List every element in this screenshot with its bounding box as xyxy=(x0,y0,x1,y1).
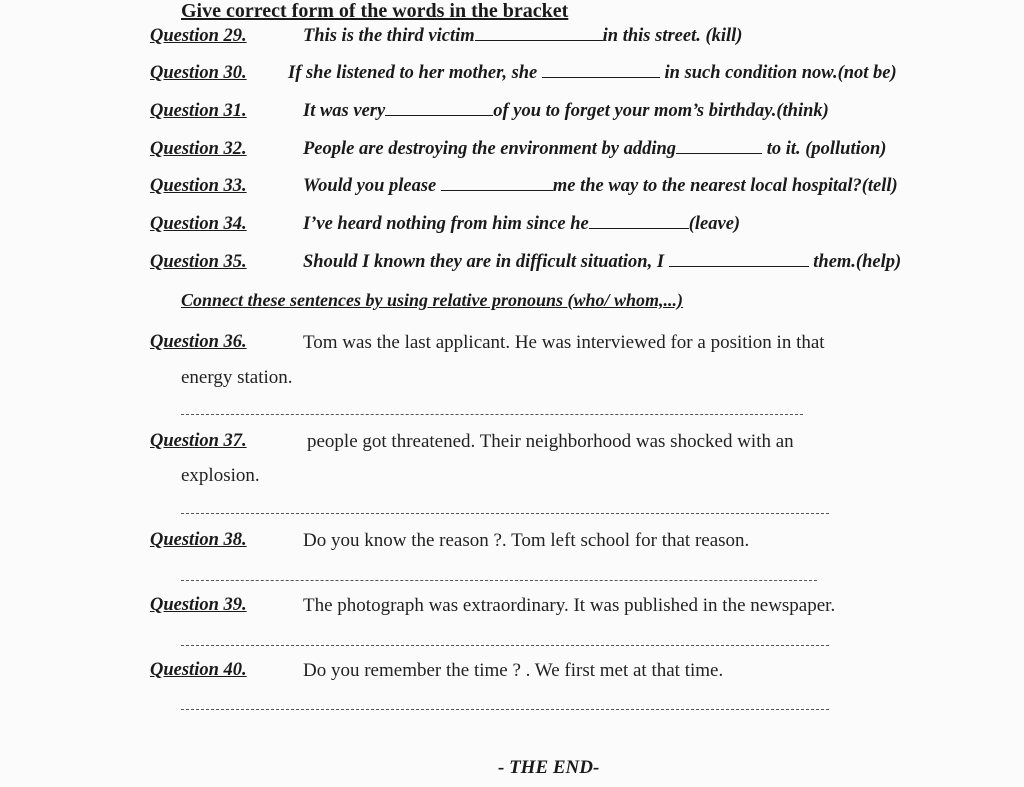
question-37-line-1: people got threatened. Their neighborhood was shocked with an xyxy=(307,431,794,452)
question-38 xyxy=(150,530,247,551)
question-label: Question 30. xyxy=(150,63,247,83)
question-35 xyxy=(150,252,247,273)
question-text-before: This is the third victim xyxy=(303,26,475,46)
question-30 xyxy=(150,63,247,84)
section-2-title: Connect these sentences by using relative pronouns (who/ whom,...) xyxy=(181,290,684,310)
question-33-text xyxy=(303,176,898,197)
question-text-after: me the way to the nearest local hospital?(tell) xyxy=(552,176,898,196)
question-38-line-1: Do you know the reason ?. Tom left school for that reason. xyxy=(303,530,750,551)
question-40-line-1: Do you remember the time ? . We first met at that time. xyxy=(303,660,724,681)
answer-line[interactable] xyxy=(181,414,803,415)
question-label: Question 39. xyxy=(150,595,247,615)
question-34 xyxy=(150,214,247,235)
question-text-before: Would you please xyxy=(303,176,437,196)
answer-blank[interactable] xyxy=(669,252,809,267)
question-label: Question 32. xyxy=(150,139,247,159)
question-text-after: in this street. (kill) xyxy=(602,26,743,46)
answer-line[interactable] xyxy=(181,709,829,710)
question-39-line-1: The photograph was extraordinary. It was published in the newspaper. xyxy=(303,595,836,616)
question-text-after: of you to forget your mom’s birthday.(think) xyxy=(493,101,829,121)
question-text-before: People are destroying the environment by adding xyxy=(303,139,677,159)
question-text-after: to it. (pollution) xyxy=(766,139,887,159)
answer-blank[interactable] xyxy=(542,63,660,78)
question-text-after: them.(help) xyxy=(813,252,902,272)
question-label: Question 36. xyxy=(150,332,247,352)
question-32 xyxy=(150,139,247,160)
question-text-before: If she listened to her mother, she xyxy=(288,63,538,83)
question-label: Question 35. xyxy=(150,252,247,272)
question-31 xyxy=(150,101,247,122)
question-34-text xyxy=(303,214,740,235)
question-36-line-1: Tom was the last applicant. He was interviewed for a position in that xyxy=(303,332,825,353)
question-35-text xyxy=(303,252,901,273)
answer-line[interactable] xyxy=(181,580,817,581)
answer-blank[interactable] xyxy=(676,139,762,154)
question-label: Question 38. xyxy=(150,530,247,550)
question-33 xyxy=(150,176,247,197)
question-label: Question 37. xyxy=(150,431,247,451)
answer-blank[interactable] xyxy=(589,214,689,229)
the-end: - THE END- xyxy=(498,757,600,778)
question-37-line-2: explosion. xyxy=(181,465,260,486)
question-40 xyxy=(150,660,247,681)
question-text-before: Should I known they are in difficult situation, I xyxy=(303,252,665,272)
question-36-line-2: energy station. xyxy=(181,367,293,388)
question-label: Question 33. xyxy=(150,176,247,196)
question-36 xyxy=(150,332,247,353)
question-39 xyxy=(150,595,247,616)
question-label: Question 34. xyxy=(150,214,247,234)
section-1-title: Give correct form of the words in the bracket xyxy=(181,0,569,22)
question-29 xyxy=(150,26,247,47)
question-label: Question 31. xyxy=(150,101,247,121)
question-text-after: (leave) xyxy=(688,214,741,234)
question-text-before: It was very xyxy=(303,101,386,121)
question-text-after: in such condition now.(not be) xyxy=(664,63,897,83)
question-32-text xyxy=(303,139,886,160)
answer-line[interactable] xyxy=(181,513,829,514)
answer-blank[interactable] xyxy=(475,26,603,41)
question-37 xyxy=(150,431,247,452)
question-label: Question 40. xyxy=(150,660,247,680)
answer-blank[interactable] xyxy=(441,176,553,191)
answer-blank[interactable] xyxy=(385,101,493,116)
answer-line[interactable] xyxy=(181,645,829,646)
question-30-text xyxy=(288,63,897,84)
question-text-before: I’ve heard nothing from him since he xyxy=(303,214,589,234)
question-29-text xyxy=(303,26,742,47)
question-31-text xyxy=(303,101,829,122)
question-label: Question 29. xyxy=(150,26,247,46)
